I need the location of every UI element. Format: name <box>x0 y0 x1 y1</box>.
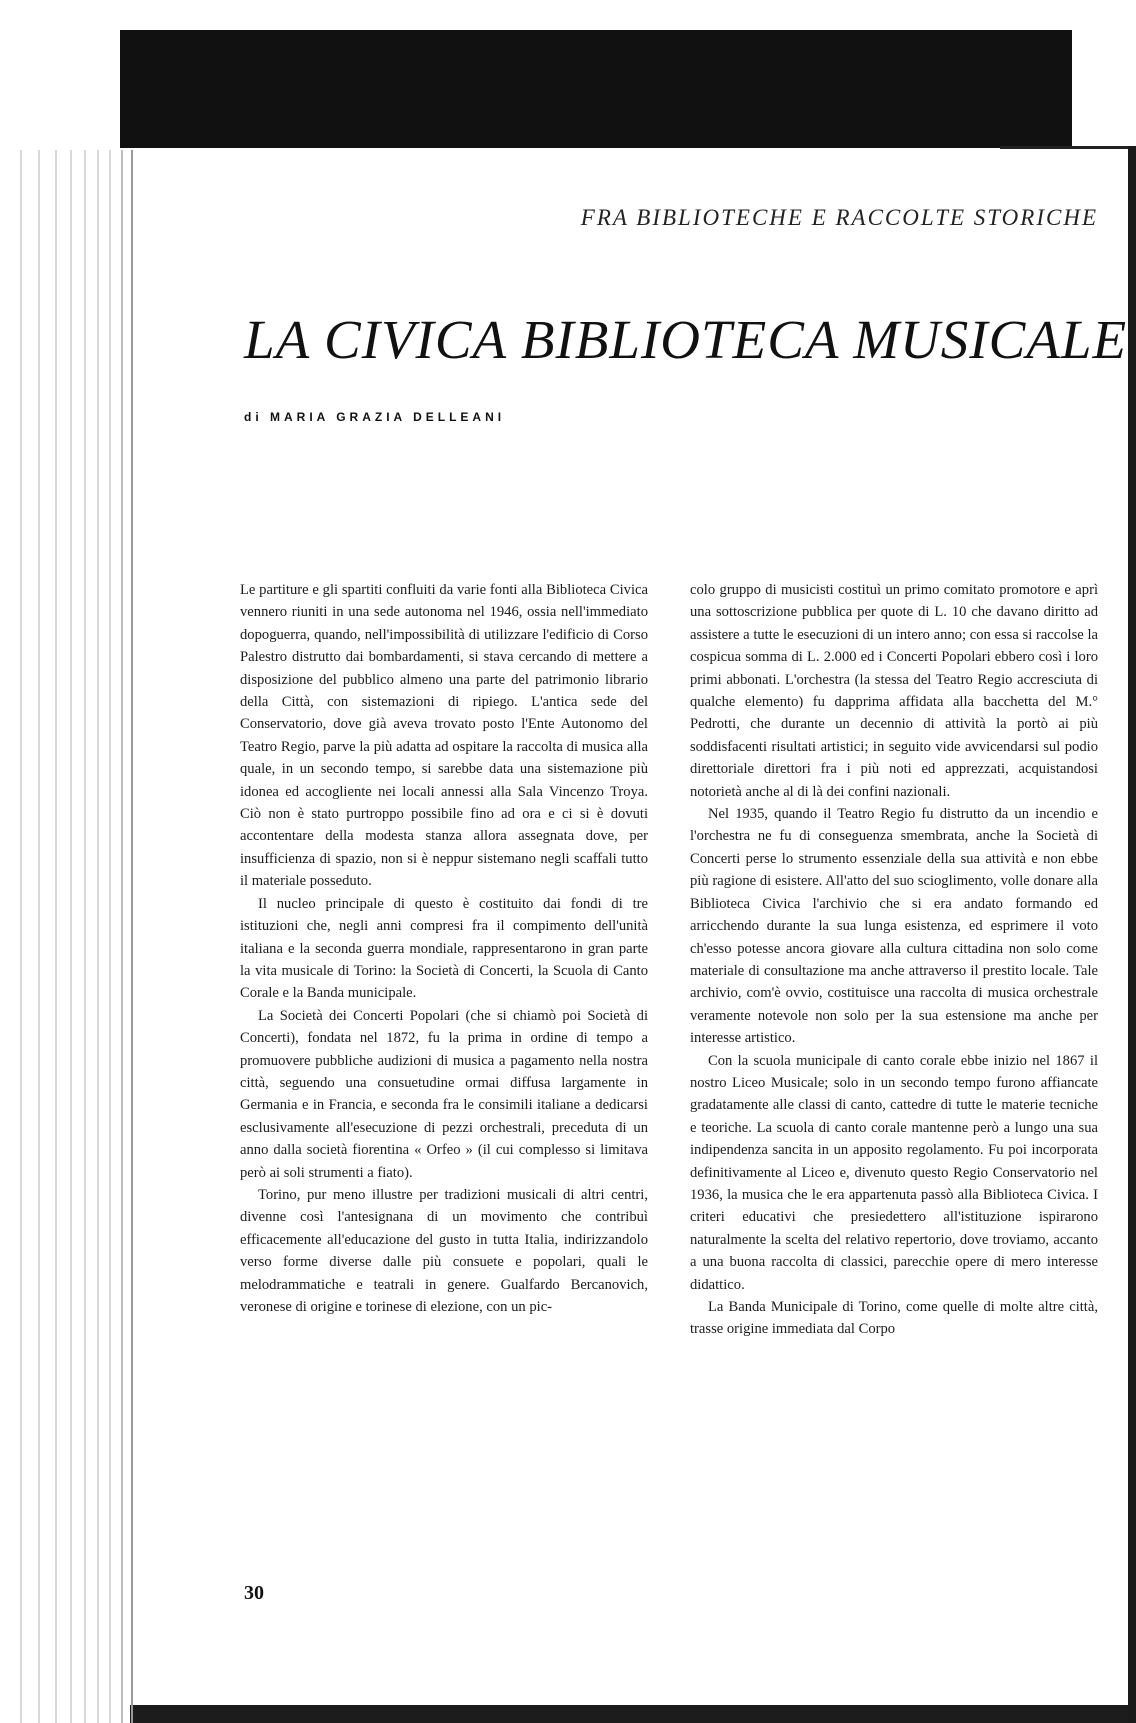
paragraph: Con la scuola municipale di canto corale ebbe inizio nel 1867 il nostro Liceo Musicale; solo in un secondo tempo furono affiancate gradatamente alle classi di canto, cattedre di tutte le materie tecniche e teoriche. La scuola di canto corale mantenne però a lungo una sua indipendenza sancita in un apposito regolamento. Fu poi incorporata definitivamente al Liceo e, divenuto questo Regio Conservatorio nel 1936, la musica che le era appartenuta passò alla Biblioteca Civica. I criteri educativi che presiedettero all'istituzione ispirarono naturalmente la scelta del relativo repertorio, dove troviamo, accanto a una buona raccolta di classici, parecchie opere di mero interesse didattico. <box>690 1052 1098 1293</box>
paragraph: La Banda Municipale di Torino, come quelle di molte altre città, trasse origine immediata dal Corpo <box>690 1299 1098 1338</box>
paragraph: Il nucleo principale di questo è costituito dai fondi di tre istituzioni che, negli anni compresi fra il compimento dell'unità italiana e la seconda guerra mondiale, rappresentarono in gran parte la vita musicale di Torino: la Società di Concerti, la Scuola di Canto Corale e la Banda municipale. <box>240 895 648 1002</box>
scan-bottom-edge <box>130 1705 1128 1723</box>
page-number: 30 <box>244 1582 264 1604</box>
scan-page-edges <box>0 150 140 1723</box>
left-column <box>240 579 648 1318</box>
scan-top-edge <box>1000 146 1136 149</box>
paragraph: Nel 1935, quando il Teatro Regio fu distrutto da un incendio e l'orchestra ne fu di conseguenza smembrata, anche la Società di Concerti perse lo strumento essenziale della sua attività e non ebbe più ragione di esistere. All'atto del suo scioglimento, volle donare alla Biblioteca Civica l'archivio che si era andato formando ed arricchendo durante la sua lunga esistenza, ed esprimere il voto ch'esso potesse ancora giovare alla cultura cittadina non solo come materiale di consultazione ma anche attraverso il prestito locale. Tale archivio, com'è ovvio, costituisce una raccolta di musica orchestrale veramente notevole non solo per la sua estensione ma anche per interesse artistico. <box>690 806 1098 1047</box>
right-column <box>690 579 1098 1341</box>
running-head: FRA BIBLIOTECHE E RACCOLTE STORICHE <box>580 205 1098 230</box>
paragraph: Torino, pur meno illustre per tradizioni musicali di altri centri, divenne così l'antesignana di un movimento che contribuì efficacemente all'educazione del gusto in tutta Italia, indirizzandolo verso forme diverse dalle più consuete e popolari, quali le melodrammatiche e teatrali in genere. Gualfardo Bercanovich, veronese di origine e torinese di elezione, con un pic- <box>240 1186 648 1315</box>
paragraph: colo gruppo di musicisti costituì un primo comitato promotore e aprì una sottoscrizione pubblica per quote di L. 10 che davano diritto ad assistere a tutte le esecuzioni di un intero anno; con essa si raccolse la cospicua somma di L. 2.000 ed i Concerti Popolari ebbero così i loro primi abbonati. L'orchestra (la stessa del Teatro Regio accresciuta di qualche elemento) fu dapprima affidata alla bacchetta del M.° Pedrotti, che durante un decennio di attività la portò ai più soddisfacenti risultati artistici; in seguito vide avvicendarsi sul podio direttoriale direttori fra i più noti ed apprezzati, acquistandosi notorietà anche al di là dei confini nazionali. <box>690 582 1098 800</box>
scan-right-edge <box>1128 146 1136 1723</box>
paragraph: La Società dei Concerti Popolari (che si chiamò poi Società di Concerti), fondata nel 1872, fu la prima in ordine di tempo a promuovere pubbliche audizioni di musica a pagamento nella nostra città, seguendo una consuetudine ormai diffusa largamente in Germania e in Francia, e seconda fra le consimili italiane a dedicarsi esclusivamente all'esecuzione di pezzi orchestrali, preceduta di un anno dalla società fiorentina « Orfeo » (il cui complesso si limitava però ai soli strumenti a fiato). <box>240 1007 648 1181</box>
article-title: LA CIVICA BIBLIOTECA MUSICALE <box>244 309 1128 370</box>
scan-top-shadow <box>120 30 1072 148</box>
paragraph: Le partiture e gli spartiti confluiti da varie fonti alla Biblioteca Civica vennero riuniti in una sede autonoma nel 1946, ossia nell'immediato dopoguerra, quando, nell'impossibilità di utilizzare l'edificio di Corso Palestro distrutto dai bombardamenti, si stava cercando di mettere a disposizione del pubblico almeno una parte del patrimonio librario della Città, con sistemazioni di ripiego. L'antica sede del Conservatorio, dove già aveva trovato posto l'Ente Autonomo del Teatro Regio, parve la più adatta ad ospitare la raccolta di musica alla quale, in un secondo tempo, si sarebbe data una sistemazione più idonea ed accogliente nei locali annessi alla Sala Vincenzo Troya. Ciò non è stato purtroppo possibile fino ad ora e ci si è dovuti accontentare della modesta stanza allora assegnata dove, per insufficienza di spazio, non si è neppur sistemano negli scaffali tutto il materiale posseduto. <box>240 582 648 890</box>
author-byline: di MARIA GRAZIA DELLEANI <box>244 410 506 424</box>
